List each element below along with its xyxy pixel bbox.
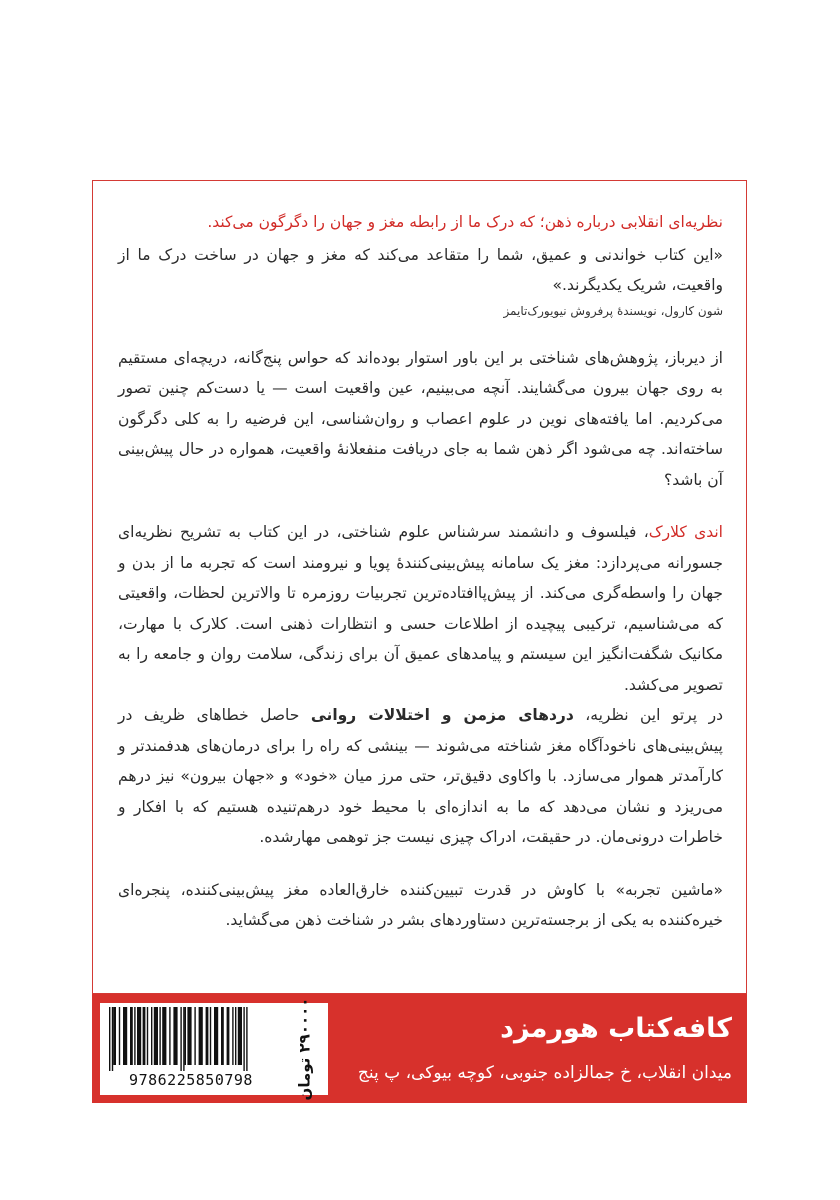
paragraph-3 [118,700,723,853]
isbn-number: 9786225850798 [129,1071,253,1089]
barcode-box [100,997,328,1101]
paragraph-1: از دیرباز، پژوهش‌های شناختی بر این باور استوار بوده‌اند که حواس پنج‌گانه، دریچه‌ای مستقیم به روی جهان بیرون می‌گشایند. آنچه می‌بینیم، عین واقعیت است — یا دست‌کم چنین تصور می‌کردیم. اما یافته‌های نوین در علوم اعصاب و روان‌شناسی، این فرضیه را به کلی دگرگون ساخته‌اند. چه می‌شود اگر ذهن شما به جای دریافت منفعلانهٔ واقعیت، همواره در حال پیش‌بینی آن باشد؟ [118,348,723,489]
tagline: نظریه‌ای انقلابی درباره ذهن؛ که درک ما از رابطه مغز و جهان را دگرگون می‌کند. [207,213,723,231]
paragraph-3-after: حاصل خطاهای ظریف در پیش‌بینی‌های ناخودآگاه مغز شناخته می‌شوند — بینشی که راه را برای درمان‌های هدفمندتر و کارآمدتر هموار می‌سازد. با واکاوی دقیق‌تر، حتی مرز میان «خود» و «جهان بیرون» نیز درهم می‌ریزد و نشان می‌دهد که ما به اندازه‌ای با محیط خود درهم‌تنیده هستیم که با افکار و خاطرات درونی‌مان. در حقیقت، ادراک چیزی نیست جز توهمی مهارشده. [118,706,723,846]
publisher-address: میدان انقلاب، خ جمالزاده جنوبی، کوچه بیوکی، پ پنج [357,1063,732,1083]
paragraph-2-text: ، فیلسوف و دانشمند سرشناس علوم شناختی، در این کتاب به تشریح نظریه‌ای جسورانه می‌پردازد: مغز یک سامانه پیش‌بینی‌کنندهٔ پویا و نیرومند است که تجربه ما از بدن و جهان را واسطه‌گری می‌کند. از پیش‌پاافتاده‌ترین تجربیات روزمره تا والاترین لحظات، واقعیتی که می‌شناسیم، ترکیبی پیچیده از اطلاعات حسی و انتظارات ذهنی است. کلارک با مهارت، مکانیک شگفت‌انگیز این سیستم و پیامدهای عمیق آن برای زندگی، سلامت روان و جامعه را به تصویر می‌کشد. [118,523,723,694]
back-cover-text [118,207,723,936]
review-quote: «این کتاب خواندنی و عمیق، شما را متقاعد می‌کند که مغز و جهان در ساخت درک ما از واقعیت، شریک یکدیگرند.» [118,245,723,294]
publisher-info [358,1010,732,1088]
paragraph-3-bold: دردهای مزمن و اختلالات روانی [310,706,574,724]
price: ۲۹۰۰۰۰ تومان [295,997,314,1101]
barcode-icon [103,1007,281,1071]
publisher-name: کافه‌کتاب هورمزد [500,1013,732,1044]
author-name: اندی کلارک [648,523,723,541]
paragraph-3-before: در پرتو این نظریه، [573,706,723,724]
quote-attribution: شون کارول، نویسندهٔ پرفروش نیویورک‌تایمز [503,303,723,318]
paragraph-4: «ماشین تجربه» با کاوش در قدرت تبیین‌کننده خارق‌العاده مغز پیش‌بینی‌کننده، پنجره‌ای خیره‌کننده به یکی از برجسته‌ترین دستاوردهای بشر در شناخت ذهن می‌گشاید. [118,880,723,929]
paragraph-2 [118,517,723,700]
price-box [284,997,324,1101]
